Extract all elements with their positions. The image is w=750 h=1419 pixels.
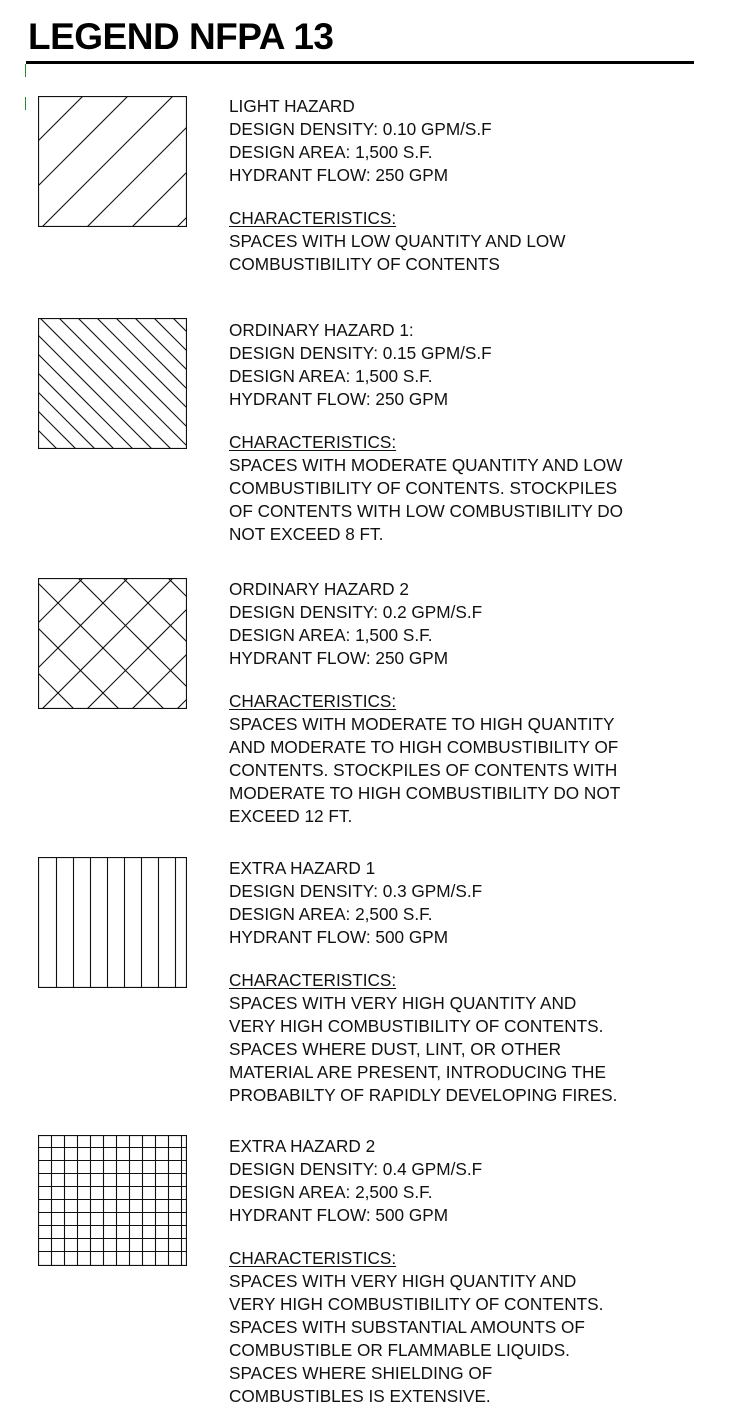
- hazard-name: EXTRA HAZARD 1: [229, 858, 376, 878]
- backward-diagonal-hatch-icon: [38, 318, 187, 449]
- ordinary-hazard-1-description: [229, 319, 699, 546]
- hazard-name: LIGHT HAZARD: [229, 96, 355, 116]
- hydrant-flow: HYDRANT FLOW: 250 GPM: [229, 389, 449, 409]
- design-area: DESIGN AREA: 1,500 S.F.: [229, 142, 433, 162]
- hydrant-flow: HYDRANT FLOW: 500 GPM: [229, 1205, 449, 1225]
- ordinary-hazard-2-hatch-swatch: [38, 578, 187, 709]
- forward-diagonal-hatch-icon: [38, 96, 187, 227]
- characteristics-text: SPACES WITH VERY HIGH QUANTITY AND VERY HIGH COMBUSTIBILITY OF CONTENTS. SPACES WHERE DUST, LINT, OR OTHER MATERIAL ARE PRESENT, INTRODUCING THE PROBABILTY OF RAPIDLY DEVELOPING FIRES.: [229, 993, 618, 1105]
- characteristics-heading: CHARACTERISTICS:: [229, 691, 397, 711]
- ordinary-hazard-1-hatch-swatch: [38, 318, 187, 449]
- diagonal-crosshatch-icon: [38, 578, 187, 709]
- title-underline-rule: [26, 61, 694, 64]
- design-density: DESIGN DENSITY: 0.4 GPM/S.F: [229, 1159, 483, 1179]
- design-density: DESIGN DENSITY: 0.2 GPM/S.F: [229, 602, 483, 622]
- extra-hazard-2-hatch-swatch: [38, 1135, 187, 1266]
- legend-title: LEGEND NFPA 13: [28, 16, 334, 57]
- extra-hazard-1-description: [229, 857, 699, 1107]
- design-density: DESIGN DENSITY: 0.15 GPM/S.F: [229, 343, 492, 363]
- design-area: DESIGN AREA: 1,500 S.F.: [229, 625, 433, 645]
- characteristics-heading: CHARACTERISTICS:: [229, 970, 397, 990]
- vertical-lines-hatch-icon: [38, 857, 187, 988]
- green-marker-tick: [25, 97, 26, 110]
- hazard-name: ORDINARY HAZARD 2: [229, 579, 409, 599]
- characteristics-heading: CHARACTERISTICS:: [229, 1248, 397, 1268]
- characteristics-text: SPACES WITH LOW QUANTITY AND LOW COMBUSTIBILITY OF CONTENTS: [229, 231, 566, 274]
- design-density: DESIGN DENSITY: 0.10 GPM/S.F: [229, 119, 492, 139]
- hazard-name: EXTRA HAZARD 2: [229, 1136, 376, 1156]
- hydrant-flow: HYDRANT FLOW: 250 GPM: [229, 648, 449, 668]
- ordinary-hazard-2-description: [229, 578, 699, 828]
- characteristics-text: SPACES WITH MODERATE QUANTITY AND LOW COMBUSTIBILITY OF CONTENTS. STOCKPILES OF CONTENTS WITH LOW COMBUSTIBILITY DO NOT EXCEED 8 FT.: [229, 455, 624, 544]
- design-area: DESIGN AREA: 2,500 S.F.: [229, 1182, 433, 1202]
- green-marker-tick: [25, 64, 26, 77]
- characteristics-heading: CHARACTERISTICS:: [229, 432, 397, 452]
- hydrant-flow: HYDRANT FLOW: 250 GPM: [229, 165, 449, 185]
- hydrant-flow: HYDRANT FLOW: 500 GPM: [229, 927, 449, 947]
- extra-hazard-1-hatch-swatch: [38, 857, 187, 988]
- design-area: DESIGN AREA: 2,500 S.F.: [229, 904, 433, 924]
- characteristics-heading: CHARACTERISTICS:: [229, 208, 397, 228]
- extra-hazard-2-description: [229, 1135, 699, 1408]
- square-grid-hatch-icon: [38, 1135, 187, 1266]
- light-hazard-hatch-swatch: [38, 96, 187, 227]
- light-hazard-description: [229, 95, 699, 276]
- design-area: DESIGN AREA: 1,500 S.F.: [229, 366, 433, 386]
- hazard-name: ORDINARY HAZARD 1:: [229, 320, 414, 340]
- characteristics-text: SPACES WITH MODERATE TO HIGH QUANTITY AND MODERATE TO HIGH COMBUSTIBILITY OF CONTENTS. STOCKPILES OF CONTENTS WITH MODERATE TO HIGH COMBUSTIBILITY DO NOT EXCEED 12 FT.: [229, 714, 621, 826]
- design-density: DESIGN DENSITY: 0.3 GPM/S.F: [229, 881, 483, 901]
- characteristics-text: SPACES WITH VERY HIGH QUANTITY AND VERY HIGH COMBUSTIBILITY OF CONTENTS. SPACES WITH SUBSTANTIAL AMOUNTS OF COMBUSTIBLE OR FLAMMABLE LIQUIDS. SPACES WHERE SHIELDING OF COMBUSTIBLES IS EXTENSIVE.: [229, 1271, 604, 1406]
